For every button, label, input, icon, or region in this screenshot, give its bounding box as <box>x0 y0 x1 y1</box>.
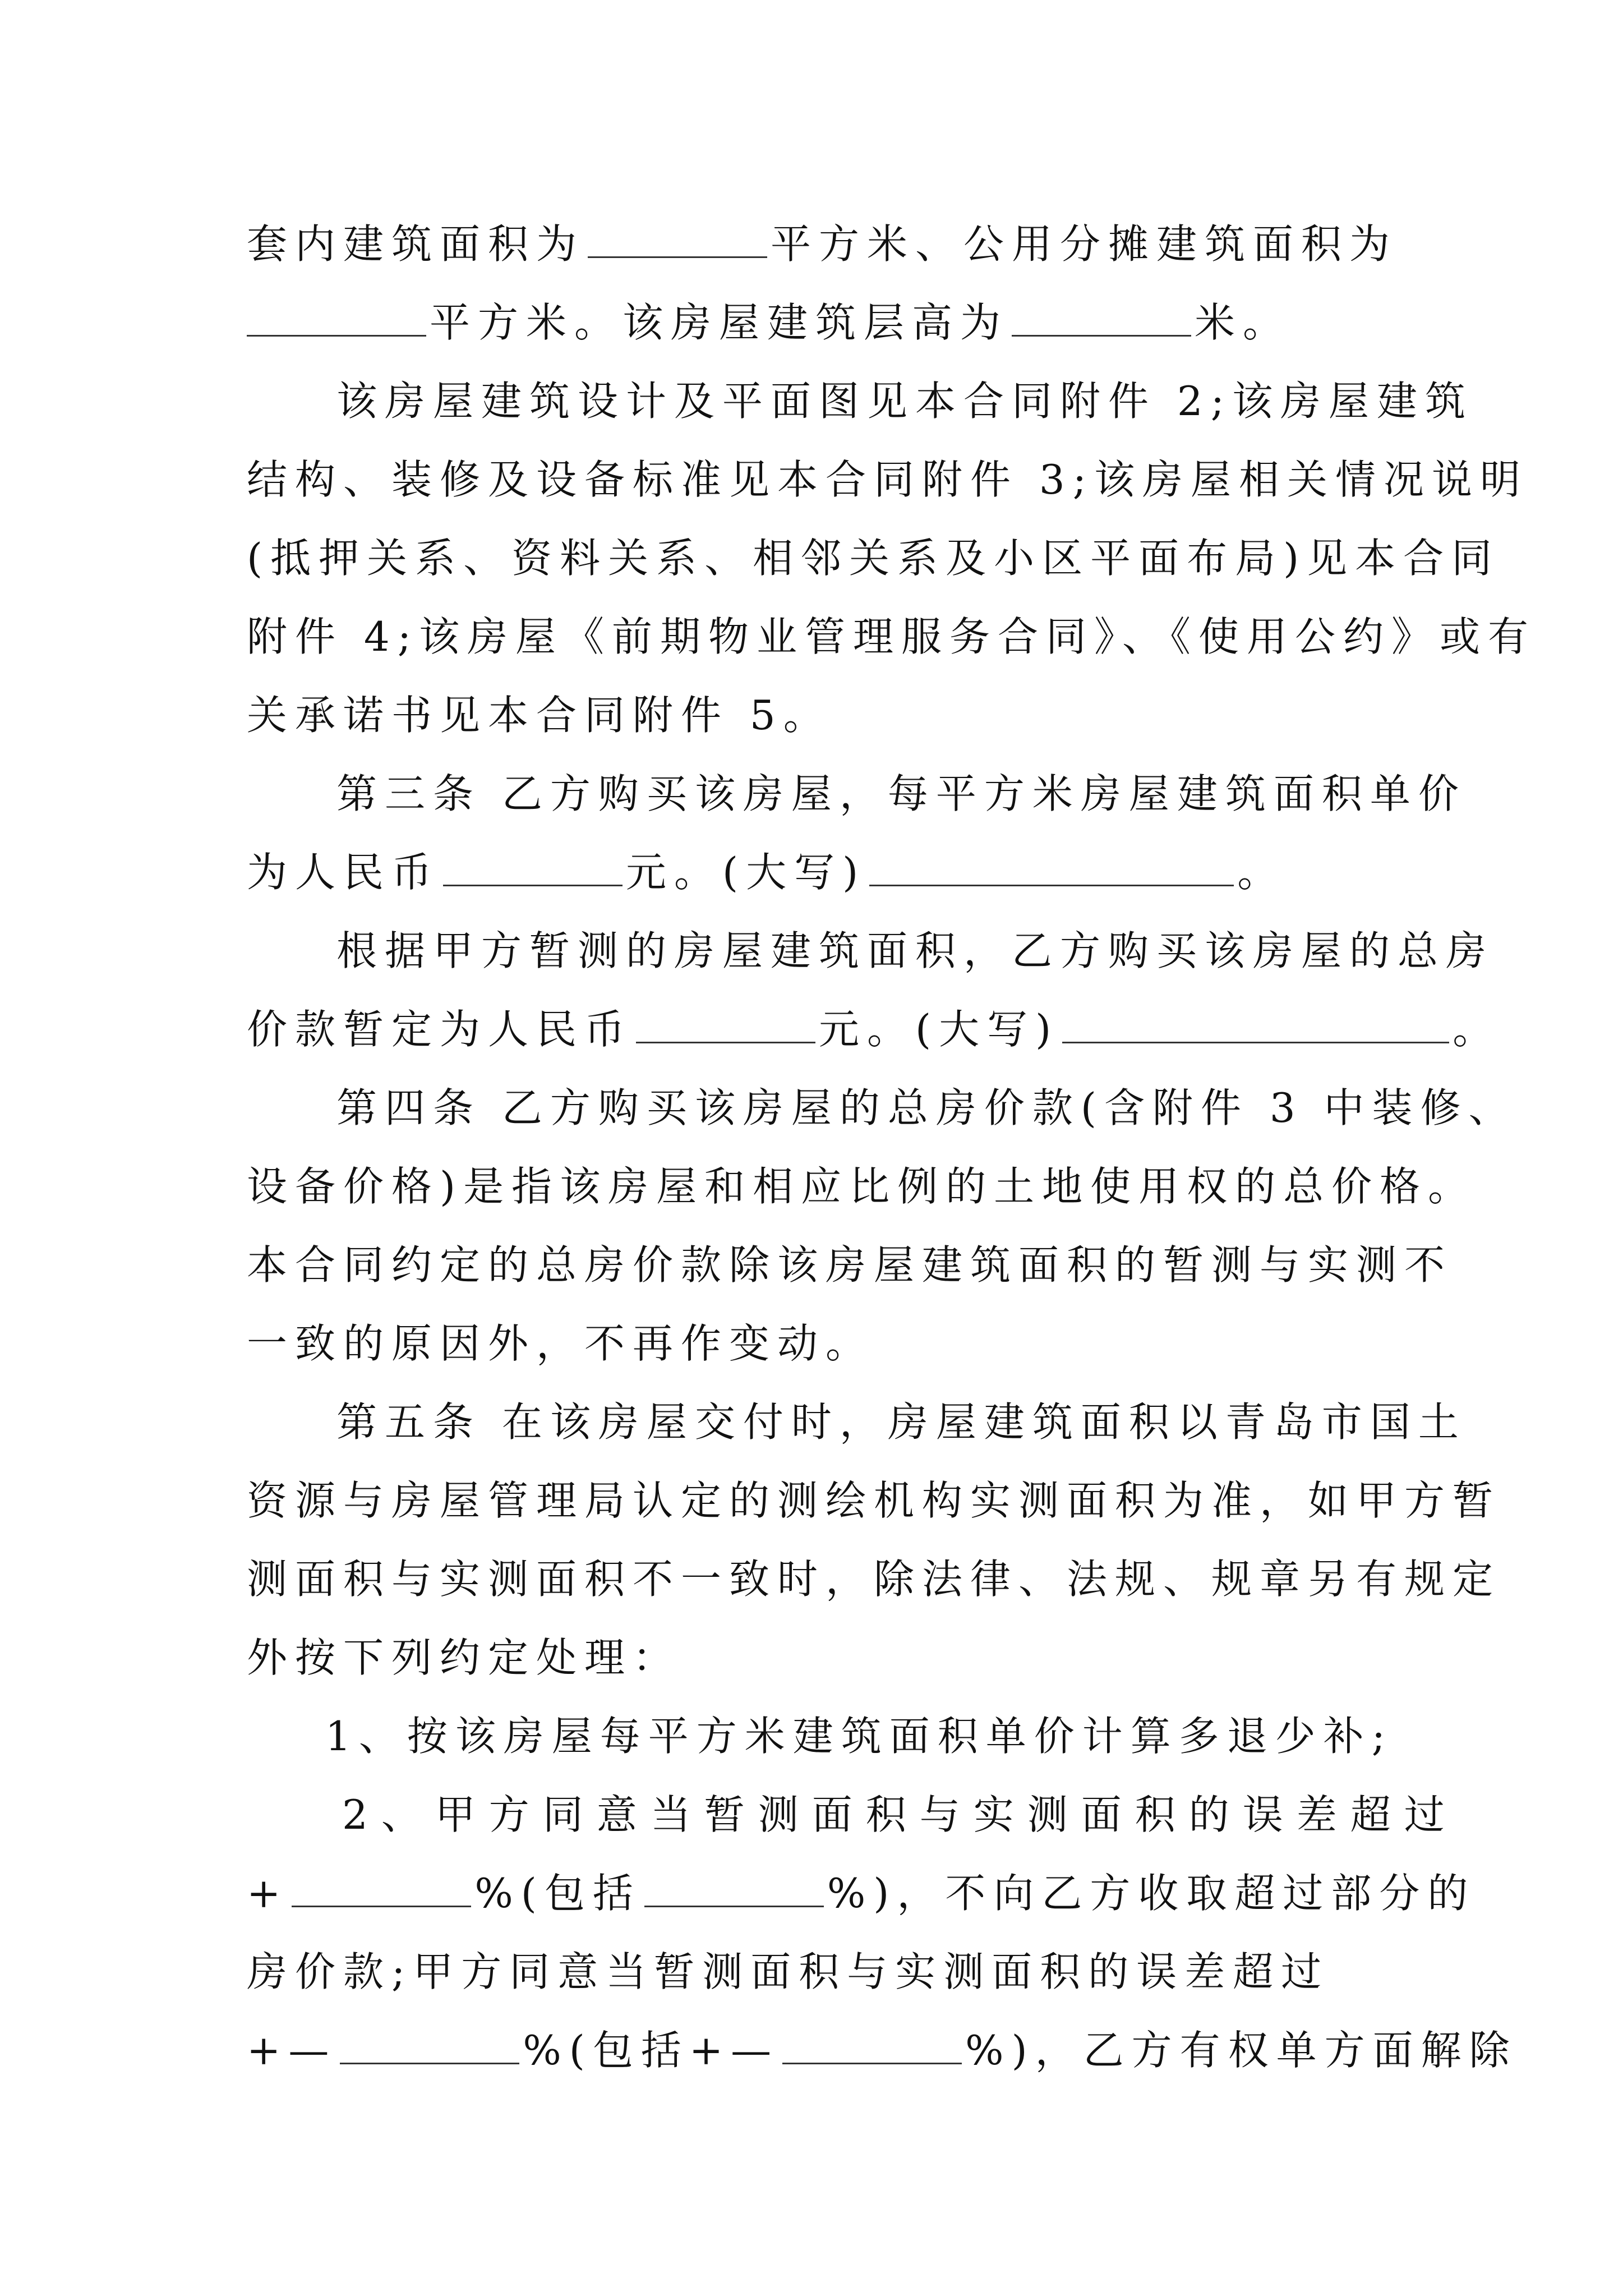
text-line-13 <box>247 1147 1477 1226</box>
fill-in-blank <box>869 845 1234 886</box>
text-line-14 <box>247 1226 1453 1304</box>
fill-in-blank <box>443 845 623 886</box>
text-segment: 设备价格)是指该房屋和相应比例的土地使用权的总价格。 <box>247 1163 1477 1210</box>
text-segment: 套内建筑面积为 <box>247 220 585 268</box>
text-line-6 <box>247 597 1536 676</box>
text-line-16 <box>336 1383 1475 1461</box>
text-segment: 第四条 乙方购买该房屋的总房价款(含附件 3 中装修、 <box>336 1084 1517 1131</box>
fill-in-blank <box>1012 296 1191 337</box>
text-segment: 米。 <box>1195 299 1292 346</box>
fill-in-blank <box>636 1002 815 1043</box>
text-segment: +— <box>247 2027 337 2074</box>
text-line-1 <box>247 205 1398 283</box>
text-segment: 。 <box>1237 849 1286 896</box>
fill-in-blank <box>1062 1002 1449 1043</box>
text-segment: 资源与房屋管理局认定的测绘机构实测面积为准，如甲方暂 <box>247 1477 1501 1524</box>
text-line-10 <box>336 912 1495 990</box>
text-line-21 <box>342 1775 1481 1854</box>
text-segment: 第三条 乙方购买该房屋，每平方米房屋建筑面积单价 <box>336 770 1467 817</box>
text-line-15 <box>247 1304 1385 1383</box>
text-segment: 为人民币 <box>247 849 440 896</box>
text-line-5 <box>247 519 1500 597</box>
text-line-20 <box>325 1697 1464 1775</box>
text-line-9 <box>247 833 1385 912</box>
fill-in-blank <box>644 1866 824 1907</box>
text-segment: 外按下列约定处理： <box>247 1634 681 1681</box>
text-line-24 <box>247 2011 1518 2090</box>
text-line-7 <box>247 676 1385 754</box>
text-line-12 <box>336 1069 1517 1147</box>
text-segment: (抵押关系、资料关系、相邻关系及小区平面布局)见本合同 <box>247 535 1500 582</box>
text-line-11 <box>247 990 1501 1069</box>
text-line-18 <box>247 1540 1501 1618</box>
fill-in-blank <box>247 296 426 337</box>
text-segment: %)，不向乙方收取超过部分的 <box>827 1870 1476 1917</box>
fill-in-blank <box>292 1866 471 1907</box>
text-line-22 <box>247 1854 1476 1932</box>
text-line-3 <box>336 362 1475 440</box>
text-segment: + <box>247 1870 289 1917</box>
text-line-23 <box>247 1932 1385 2011</box>
text-segment: 结构、装修及设备标准见本合同附件 3;该房屋相关情况说明 <box>247 456 1528 503</box>
text-segment: 元。(大写) <box>819 1006 1059 1053</box>
text-segment: 关承诺书见本合同附件 5。 <box>247 692 832 739</box>
text-segment: 根据甲方暂测的房屋建筑面积，乙方购买该房屋的总房 <box>336 927 1495 974</box>
text-segment: 1、按该房屋每平方米建筑面积单价计算多退少补; <box>325 1713 1394 1760</box>
fill-in-blank <box>588 217 767 258</box>
text-line-4 <box>247 440 1528 519</box>
text-line-8 <box>336 754 1475 833</box>
text-segment: 平方米、公用分摊建筑面积为 <box>771 220 1398 268</box>
text-segment: 2、甲方同意当暂测面积与实测面积的误差超过 <box>342 1791 1458 1838</box>
text-segment: 。 <box>1453 1006 1501 1053</box>
text-line-2 <box>247 283 1385 362</box>
text-segment: 元。(大写) <box>626 849 866 896</box>
text-segment: 该房屋建筑设计及平面图见本合同附件 2;该房屋建筑 <box>336 378 1473 425</box>
text-line-19 <box>247 1618 1385 1697</box>
text-segment: %(包括+— <box>523 2027 780 2074</box>
text-segment: %(包括 <box>474 1870 641 1917</box>
fill-in-blank <box>782 2023 962 2064</box>
text-segment: %)，乙方有权单方面解除 <box>965 2027 1518 2074</box>
text-segment: 房价款;甲方同意当暂测面积与实测面积的误差超过 <box>247 1948 1330 1995</box>
text-line-17 <box>247 1461 1501 1540</box>
fill-in-blank <box>340 2023 519 2064</box>
text-segment: 平方米。该房屋建筑层高为 <box>430 299 1009 346</box>
text-segment: 测面积与实测面积不一致时，除法律、法规、规章另有规定 <box>247 1556 1501 1603</box>
text-segment: 一致的原因外，不再作变动。 <box>247 1320 874 1367</box>
text-segment: 附件 4;该房屋《前期物业管理服务合同》、《使用公约》或有 <box>247 613 1536 660</box>
text-segment: 价款暂定为人民币 <box>247 1006 633 1053</box>
text-segment: 本合同约定的总房价款除该房屋建筑面积的暂测与实测不 <box>247 1241 1453 1289</box>
text-segment: 第五条 在该房屋交付时，房屋建筑面积以青岛市国土 <box>336 1398 1467 1446</box>
